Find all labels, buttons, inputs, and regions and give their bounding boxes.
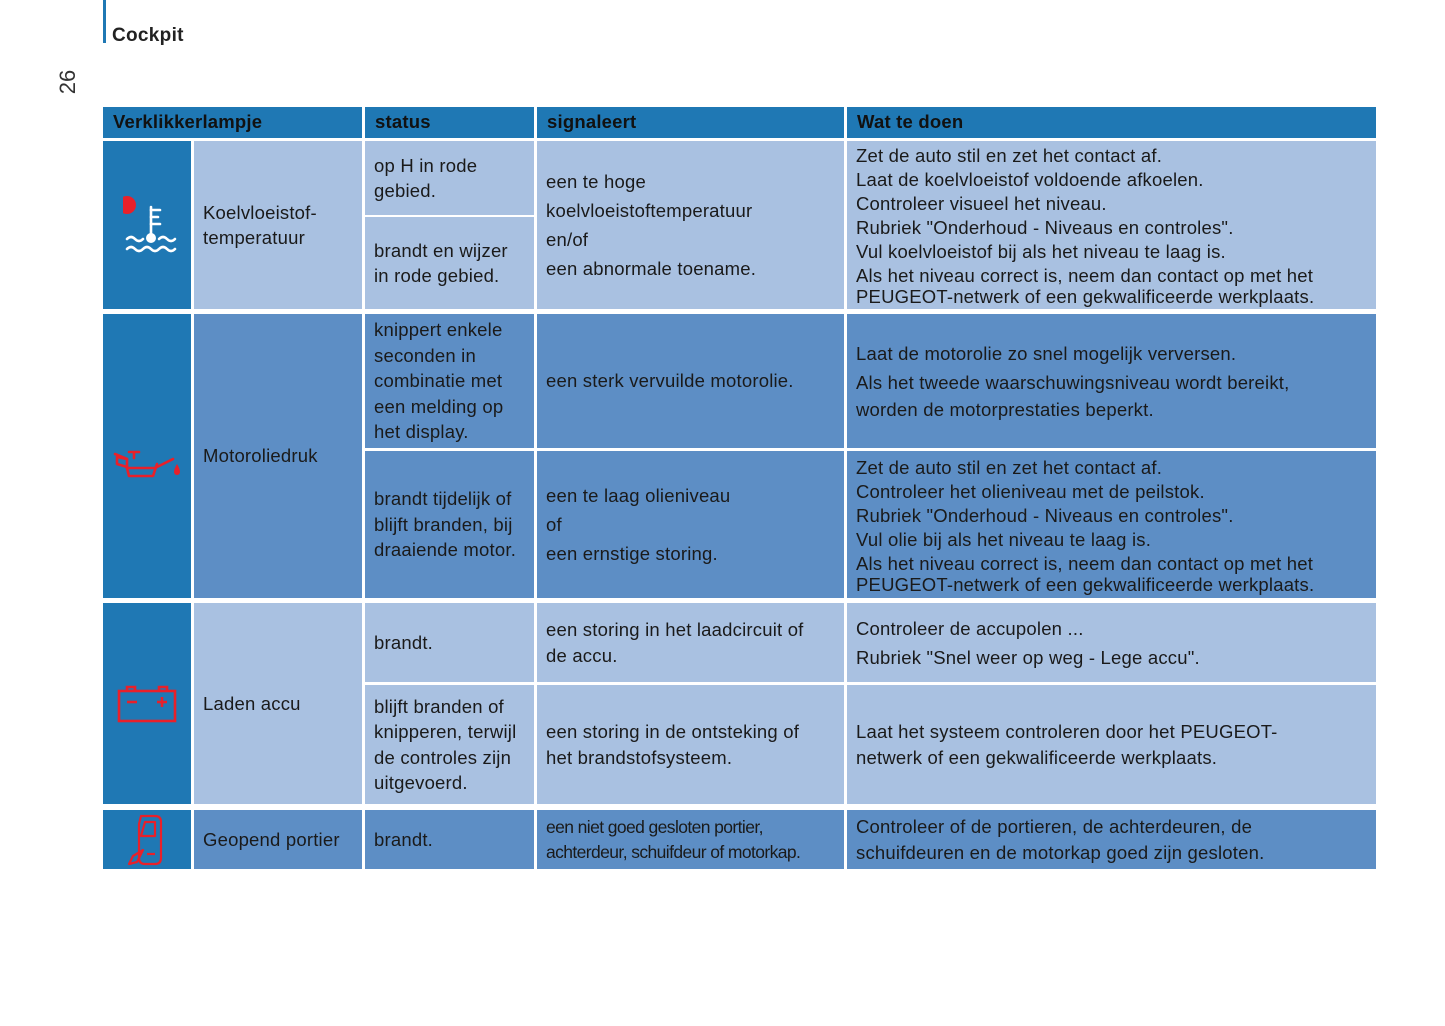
table-row-name bbox=[194, 314, 362, 598]
status-line: brandt. bbox=[374, 631, 433, 653]
row-name-line: Koelvloeistof- bbox=[203, 201, 317, 223]
status-line: knippert enkele bbox=[374, 319, 503, 341]
table-cell-status bbox=[365, 141, 534, 215]
oil-pressure-icon bbox=[113, 448, 183, 480]
status-line: brandt en wijzer bbox=[374, 239, 508, 261]
signal-line: de accu. bbox=[546, 644, 618, 666]
section-accent-bar bbox=[103, 0, 106, 43]
table-cell-signal bbox=[537, 685, 844, 804]
status-line: het display. bbox=[374, 421, 469, 443]
action-line: Rubriek "Onderhoud - Niveaus en controles". bbox=[856, 504, 1234, 526]
table-cell-status bbox=[365, 810, 534, 869]
status-line: in rode gebied. bbox=[374, 265, 500, 286]
action-line: Als het tweede waarschuwingsniveau wordt bereikt, bbox=[856, 371, 1290, 393]
row-name-line: Geopend portier bbox=[203, 828, 340, 850]
signal-line: een niet goed gesloten portier, bbox=[546, 816, 763, 837]
status-line: uitgevoerd. bbox=[374, 772, 468, 793]
table-cell-action bbox=[847, 603, 1376, 682]
table-cell-signal bbox=[537, 451, 844, 598]
status-line: op H in rode bbox=[374, 154, 478, 176]
section-title: Cockpit bbox=[112, 25, 184, 46]
action-line: Vul olie bij als het niveau te laag is. bbox=[856, 528, 1152, 550]
table-row-icon-cell bbox=[103, 603, 191, 804]
action-line: PEUGEOT-netwerk of een gekwalificeerde werkplaats. bbox=[856, 573, 1315, 595]
status-line: draaiende motor. bbox=[374, 539, 517, 561]
signal-line: achterdeur, schuifdeur of motorkap. bbox=[546, 841, 801, 862]
signal-line: koelvloeistoftemperatuur bbox=[546, 200, 753, 221]
page-number: 26 bbox=[55, 69, 80, 95]
signal-line: het brandstofsysteem. bbox=[546, 746, 733, 768]
signal-line: een te laag olieniveau bbox=[546, 485, 731, 506]
table-row-icon-cell bbox=[103, 314, 191, 598]
battery-charge-icon bbox=[117, 685, 177, 723]
signal-line: een ernstige storing. bbox=[546, 543, 718, 564]
table-cell-status bbox=[365, 451, 534, 598]
table-cell-action bbox=[847, 141, 1376, 309]
row-name-line: Motoroliedruk bbox=[203, 445, 318, 467]
coolant-temperature-icon bbox=[123, 191, 179, 257]
signal-line: een storing in het laadcircuit of bbox=[546, 619, 804, 640]
status-line: seconden in bbox=[374, 344, 476, 366]
table-cell-status bbox=[365, 314, 534, 448]
action-line: Controleer het olieniveau met de peilstok. bbox=[856, 480, 1205, 502]
action-line: Controleer de accupolen ... bbox=[856, 617, 1084, 639]
table-row-icon-cell bbox=[103, 810, 191, 869]
column-header-action: Wat te doen bbox=[847, 107, 1376, 138]
status-line: een melding op bbox=[374, 395, 504, 417]
table-row-name bbox=[194, 141, 362, 309]
status-line: combinatie met bbox=[374, 370, 503, 392]
table-cell-signal bbox=[537, 141, 844, 309]
action-line: Controleer of de portieren, de achterdeuren, de bbox=[856, 816, 1253, 837]
status-line: gebied. bbox=[374, 180, 437, 201]
action-line: Laat het systeem controleren door het PEUGEOT- bbox=[856, 721, 1278, 742]
table-cell-action bbox=[847, 314, 1376, 448]
action-line: Zet de auto stil en zet het contact af. bbox=[856, 456, 1163, 478]
row-name-line: Laden accu bbox=[203, 692, 301, 714]
action-line: Vul koelvloeistof bij als het niveau te laag is. bbox=[856, 241, 1226, 262]
signal-line: een abnormale toename. bbox=[546, 258, 757, 279]
signal-line: een storing in de ontsteking of bbox=[546, 721, 800, 742]
action-line: Als het niveau correct is, neem dan contact op met het bbox=[856, 265, 1314, 286]
action-line: Als het niveau correct is, neem dan contact op met het bbox=[856, 552, 1314, 574]
table-row-name bbox=[194, 603, 362, 804]
action-line: Laat de motorolie zo snel mogelijk verversen. bbox=[856, 342, 1237, 364]
action-line: schuifdeuren en de motorkap goed zijn gesloten. bbox=[856, 841, 1265, 863]
table-cell-signal bbox=[537, 603, 844, 682]
table-cell-signal bbox=[537, 314, 844, 448]
table-cell-signal bbox=[537, 810, 844, 869]
status-line: blijft branden, bij bbox=[374, 513, 513, 535]
status-line: blijft branden of bbox=[374, 695, 504, 717]
action-line: Controleer visueel het niveau. bbox=[856, 193, 1107, 214]
action-line: Rubriek "Snel weer op weg - Lege accu". bbox=[856, 646, 1200, 668]
door-open-icon bbox=[127, 814, 167, 866]
action-line: Rubriek "Onderhoud - Niveaus en controles". bbox=[856, 217, 1234, 238]
signal-line: en/of bbox=[546, 229, 589, 250]
action-line: Laat de koelvloeistof voldoende afkoelen. bbox=[856, 169, 1204, 190]
action-line: netwerk of een gekwalificeerde werkplaats. bbox=[856, 746, 1218, 768]
column-header-signals: signaleert bbox=[537, 107, 844, 138]
action-line: Zet de auto stil en zet het contact af. bbox=[856, 145, 1163, 166]
row-name-line: temperatuur bbox=[203, 227, 305, 248]
table-cell-action bbox=[847, 451, 1376, 598]
status-line: de controles zijn bbox=[374, 746, 512, 768]
signal-line: een te hoge bbox=[546, 171, 646, 192]
table-cell-status bbox=[365, 217, 534, 309]
status-line: brandt. bbox=[374, 828, 433, 850]
status-line: brandt tijdelijk of bbox=[374, 488, 512, 510]
table-row-name bbox=[194, 810, 362, 869]
column-header-status: status bbox=[365, 107, 534, 138]
table-cell-action bbox=[847, 685, 1376, 804]
status-line: knipperen, terwijl bbox=[374, 721, 517, 742]
signal-line: of bbox=[546, 514, 562, 535]
action-line: worden de motorprestaties beperkt. bbox=[856, 398, 1154, 420]
table-cell-status bbox=[365, 685, 534, 804]
table-cell-action bbox=[847, 810, 1376, 869]
table-cell-status bbox=[365, 603, 534, 682]
action-line: PEUGEOT-netwerk of een gekwalificeerde werkplaats. bbox=[856, 286, 1315, 307]
table-row-icon-cell bbox=[103, 141, 191, 309]
column-header-warning-lamp: Verklikkerlampje bbox=[103, 107, 362, 138]
signal-line: een sterk vervuilde motorolie. bbox=[546, 370, 794, 392]
